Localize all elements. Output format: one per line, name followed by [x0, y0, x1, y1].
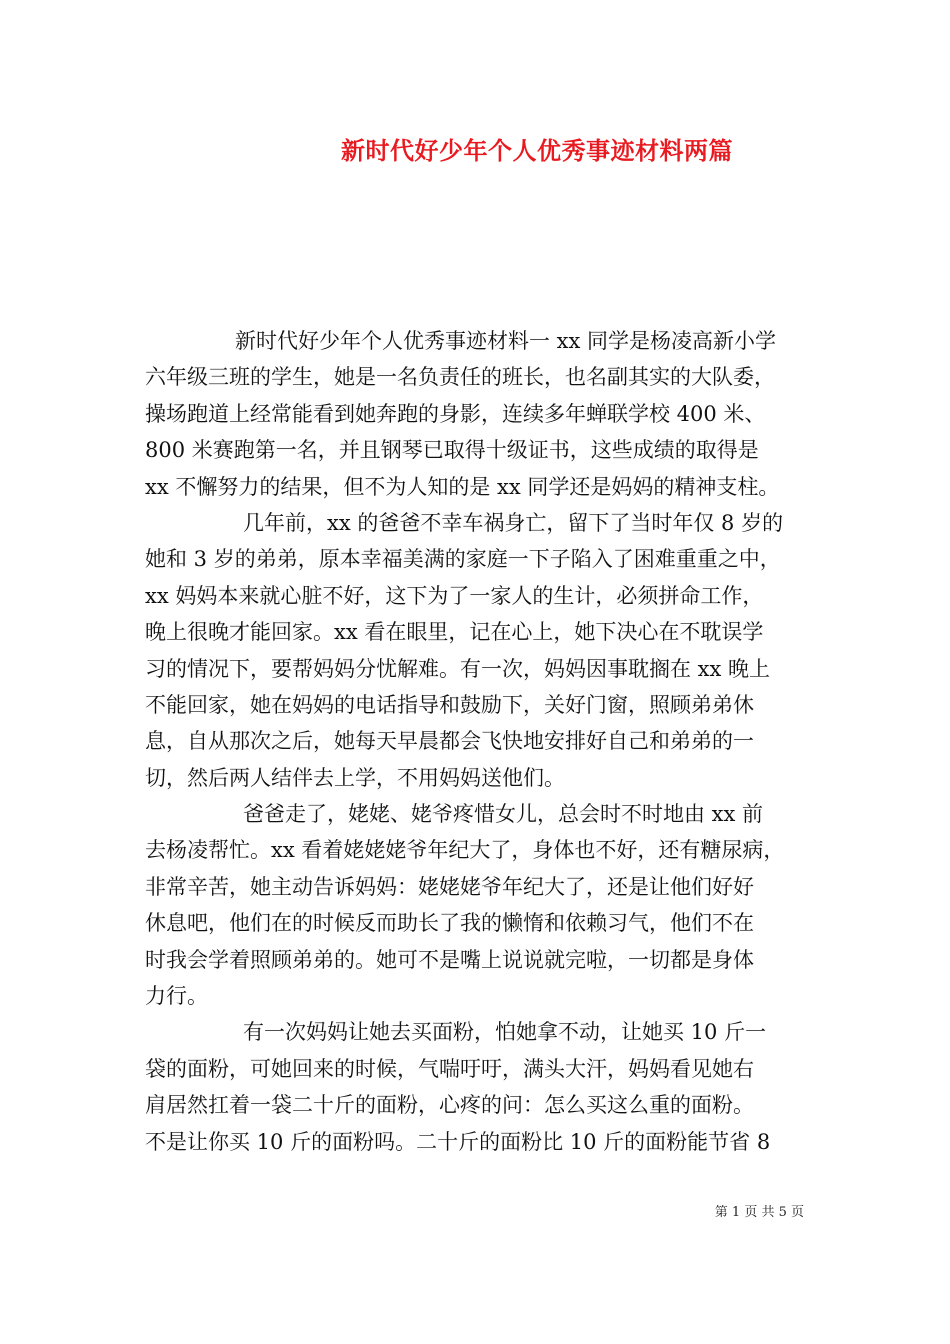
paragraph-line: 时我会学着照顾弟弟的。她可不是嘴上说说就完啦，一切都是身体 [145, 947, 754, 972]
paragraph-line: 几年前，xx 的爸爸不幸车祸身亡，留下了当时年仅 8 岁的 [243, 510, 784, 535]
paragraph-4 [145, 1014, 810, 1160]
paragraph-line: 六年级三班的学生，她是一名负责任的班长，也名副其实的大队委， [145, 365, 775, 390]
paragraph-line: 晚上很晚才能回家。xx 看在眼里，记在心上，她下决心在不耽误学 [145, 620, 764, 645]
paragraph-2 [145, 505, 810, 796]
document-title: 新时代好少年个人优秀事迹材料两篇 [341, 136, 733, 165]
paragraph-line: 力行。 [145, 984, 208, 1009]
paragraph-line: 爸爸走了，姥姥、姥爷疼惜女儿，总会时不时地由 xx 前 [243, 802, 764, 827]
paragraph-line: xx 不懈努力的结果，但不为人知的是 xx 同学还是妈妈的精神支柱。 [145, 474, 780, 499]
paragraph-line: 袋的面粉，可她回来的时候，气喘吁吁，满头大汗，妈妈看见她右 [145, 1056, 754, 1081]
paragraph-line: 息，自从那次之后，她每天早晨都会飞快地安排好自己和弟弟的一 [145, 729, 754, 754]
paragraph-line: 800 米赛跑第一名，并且钢琴已取得十级证书，这些成绩的取得是 [145, 438, 759, 463]
paragraph-line: 操场跑道上经常能看到她奔跑的身影，连续多年蝉联学校 400 米、 [145, 401, 766, 426]
paragraph-line: 休息吧，他们在的时候反而助长了我的懒惰和依赖习气，他们不在 [145, 911, 754, 936]
paragraph-line: 不是让你买 10 斤的面粉吗。二十斤的面粉比 10 斤的面粉能节省 8 [145, 1129, 771, 1154]
paragraph-line: 肩居然扛着一袋二十斤的面粉，心疼的问：怎么买这么重的面粉。 [145, 1093, 754, 1118]
paragraph-line: 切，然后两人结伴去上学，不用妈妈送他们。 [145, 765, 565, 790]
paragraph-line: 有一次妈妈让她去买面粉，怕她拿不动，让她买 10 斤一 [243, 1020, 767, 1045]
paragraph-line: 习的情况下，要帮妈妈分忧解难。有一次，妈妈因事耽搁在 xx 晚上 [145, 656, 771, 681]
paragraph-line: 非常辛苦，她主动告诉妈妈：姥姥姥爷年纪大了，还是让他们好好 [145, 874, 754, 899]
document-body [145, 323, 810, 1160]
page-number-footer: 第 1 页 共 5 页 [714, 1205, 804, 1220]
paragraph-line: 去杨凌帮忙。xx 看着姥姥姥爷年纪大了，身体也不好，还有糖尿病， [145, 838, 785, 863]
paragraph-line: xx 妈妈本来就心脏不好，这下为了一家人的生计，必须拼命工作， [145, 583, 764, 608]
paragraph-1 [145, 323, 810, 505]
paragraph-line: 新时代好少年个人优秀事迹材料一 xx 同学是杨凌高新小学 [235, 329, 777, 353]
paragraph-line: 她和 3 岁的弟弟，原本幸福美满的家庭一下子陷入了困难重重之中， [145, 547, 781, 572]
paragraph-line: 不能回家，她在妈妈的电话指导和鼓励下，关好门窗，照顾弟弟休 [145, 692, 754, 717]
paragraph-3 [145, 796, 810, 1014]
